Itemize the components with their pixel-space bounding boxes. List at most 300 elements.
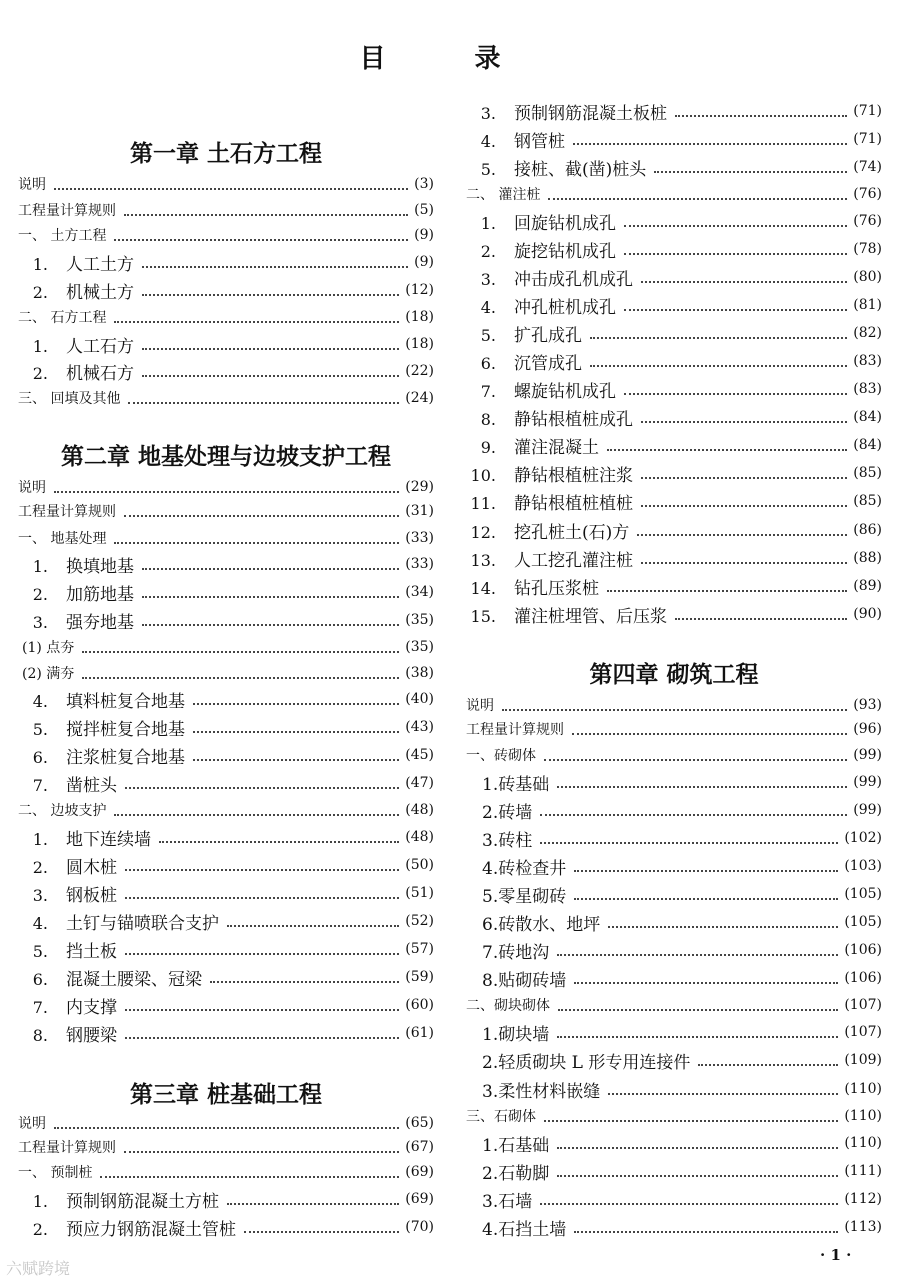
toc-entry[interactable] (466, 266, 882, 288)
dot-leader (590, 365, 847, 367)
toc-entry-page: (33) (405, 556, 434, 572)
toc-entry-label (466, 1159, 553, 1184)
dot-leader (114, 239, 408, 241)
toc-entry-label (466, 293, 620, 318)
toc-entry-page: (111) (844, 1163, 882, 1179)
toc-entry-number: 1. (32, 336, 48, 356)
toc-entry-page: (71) (853, 131, 882, 147)
toc-entry[interactable] (18, 1022, 434, 1044)
toc-entry-label (466, 1106, 540, 1126)
toc-entry-page: (34) (405, 584, 434, 600)
toc-entry[interactable] (466, 575, 882, 597)
toc-entry[interactable] (466, 183, 882, 205)
toc-entry[interactable] (18, 1216, 434, 1238)
toc-entry-title: 静钻根植桩成孔 (514, 409, 633, 430)
toc-entry[interactable] (18, 1188, 434, 1210)
toc-entry-page: (80) (853, 269, 882, 285)
toc-entry-label (18, 359, 138, 384)
toc-entry-title: 混凝土腰梁、冠梁 (66, 969, 202, 990)
toc-entry-label (466, 938, 553, 963)
toc-entry[interactable] (466, 128, 882, 150)
toc-entry-number: 13. (470, 550, 496, 570)
toc-entry-label (466, 1215, 570, 1240)
toc-entry-label (466, 237, 620, 262)
dot-leader (574, 1231, 838, 1233)
toc-entry-title: 二、 石方工程 (18, 310, 107, 326)
toc-entry-label (18, 1215, 240, 1240)
toc-entry[interactable] (466, 1105, 882, 1127)
dot-leader (641, 562, 847, 564)
toc-entry-page: (51) (405, 885, 434, 901)
toc-entry-page: (9) (414, 254, 434, 270)
toc-entry[interactable] (18, 1112, 434, 1134)
toc-entry[interactable] (466, 1021, 882, 1043)
dot-leader (114, 814, 399, 816)
toc-entry-page: (60) (405, 997, 434, 1013)
toc-entry[interactable] (18, 799, 434, 821)
toc-entry[interactable] (18, 966, 434, 988)
toc-entry-page: (78) (853, 241, 882, 257)
toc-entry-title: 5.零星砌砖 (482, 886, 567, 907)
toc-entry-title: 人工挖孔灌注桩 (514, 550, 633, 571)
toc-entry[interactable] (466, 799, 882, 821)
dot-leader (558, 1009, 838, 1011)
toc-entry-page: (3) (414, 176, 434, 192)
toc-entry-page: (52) (405, 913, 434, 929)
toc-entry[interactable] (466, 547, 882, 569)
toc-entry-page: (69) (405, 1191, 434, 1207)
toc-entry-number: 6. (32, 747, 48, 767)
toc-entry-page: (5) (414, 202, 434, 218)
toc-entry[interactable] (466, 744, 882, 766)
dot-leader (210, 981, 399, 983)
toc-entry-page: (59) (405, 969, 434, 985)
toc-entry[interactable] (466, 210, 882, 232)
toc-entry[interactable] (18, 199, 434, 221)
toc-entry-label (466, 1131, 553, 1156)
dot-leader (675, 618, 847, 620)
toc-entry-page: (103) (844, 858, 882, 874)
toc-entry[interactable] (466, 519, 882, 541)
toc-entry-title: 一、砖砌体 (466, 748, 536, 764)
toc-entry-page: (48) (405, 802, 434, 818)
toc-entry-number: 5. (32, 719, 48, 739)
toc-entry[interactable] (466, 378, 882, 400)
toc-entry-title: 说明 (18, 177, 46, 193)
dot-leader (124, 1151, 399, 1153)
toc-entry[interactable] (18, 882, 434, 904)
toc-entry-label (18, 608, 138, 633)
toc-entry-label (466, 461, 637, 486)
toc-entry-number: 6. (480, 353, 496, 373)
toc-entry[interactable] (18, 306, 434, 328)
dot-leader (573, 143, 847, 145)
dot-leader (641, 281, 847, 283)
toc-entry-title: 钢腰梁 (66, 1025, 117, 1046)
toc-entry-number: 3. (32, 612, 48, 632)
toc-entry-label (18, 715, 189, 740)
toc-entry[interactable] (18, 251, 434, 273)
toc-entry-page: (33) (405, 530, 434, 546)
chapter-heading: 第一章 土石方工程 (129, 141, 322, 167)
toc-entry[interactable] (18, 688, 434, 710)
toc-entry-page: (96) (853, 721, 882, 737)
dot-leader (142, 294, 399, 296)
dot-leader (641, 505, 847, 507)
toc-entry[interactable] (18, 279, 434, 301)
toc-entry-title: 静钻根植桩注浆 (514, 465, 633, 486)
toc-entry-page: (89) (853, 578, 882, 594)
toc-entry-label (18, 937, 121, 962)
toc-entry-title: 一、 土方工程 (18, 228, 107, 244)
toc-entry[interactable] (18, 826, 434, 848)
toc-entry[interactable] (18, 994, 434, 1016)
toc-entry-label (18, 278, 138, 303)
toc-entry-title: 预制钢筋混凝土板桩 (514, 103, 667, 124)
toc-entry-page: (84) (853, 437, 882, 453)
toc-entry-page: (84) (853, 409, 882, 425)
toc-entry-number: 5. (480, 325, 496, 345)
toc-entry[interactable] (18, 173, 434, 195)
toc-entry-label (466, 405, 637, 430)
toc-entry-label (466, 489, 637, 514)
toc-entry[interactable] (466, 1216, 882, 1238)
toc-entry[interactable] (466, 156, 882, 178)
toc-entry-label (466, 910, 604, 935)
toc-entry[interactable] (466, 827, 882, 849)
dot-leader (641, 477, 847, 479)
toc-entry-page: (48) (405, 829, 434, 845)
toc-entry-number: 1. (32, 829, 48, 849)
dot-leader (624, 225, 847, 227)
toc-entry[interactable] (466, 1160, 882, 1182)
toc-entry[interactable] (18, 1161, 434, 1183)
toc-entry-page: (90) (853, 606, 882, 622)
toc-entry-label (18, 993, 121, 1018)
dot-leader (574, 982, 838, 984)
toc-entry-label (466, 695, 498, 715)
dot-leader (637, 534, 847, 536)
toc-entry-number: 4. (32, 691, 48, 711)
toc-entry-number: 2. (32, 584, 48, 604)
dot-leader (608, 926, 838, 928)
toc-entry-title: 回旋钻机成孔 (514, 213, 616, 234)
toc-entry-label (466, 1020, 553, 1045)
toc-entry-title: 凿桩头 (66, 775, 117, 796)
toc-entry-number: 7. (32, 997, 48, 1017)
toc-entry-page: (12) (405, 282, 434, 298)
toc-entry-page: (50) (405, 857, 434, 873)
toc-entry-title: 静钻根植桩植桩 (514, 493, 633, 514)
dot-leader (608, 1093, 838, 1095)
toc-entry-number: 8. (32, 1025, 48, 1045)
toc-entry-page: (29) (405, 479, 434, 495)
dot-leader (114, 321, 399, 323)
toc-entry-page: (106) (844, 942, 882, 958)
dot-leader (540, 1203, 838, 1205)
toc-entry-number: 3. (480, 103, 496, 123)
toc-entry-title: 说明 (466, 698, 494, 714)
toc-entry-title: 3.柔性材料嵌缝 (482, 1081, 601, 1102)
toc-entry[interactable] (466, 434, 882, 456)
toc-entry[interactable] (466, 294, 882, 316)
toc-entry-title: 3.砖柱 (482, 830, 533, 851)
toc-entry-title: 加筋地基 (66, 584, 134, 605)
dot-leader (125, 787, 399, 789)
dot-leader (698, 1064, 838, 1066)
toc-entry-title: 1.石基础 (482, 1135, 550, 1156)
toc-entry[interactable] (18, 553, 434, 575)
dot-leader (125, 1009, 399, 1011)
toc-entry-title: 工程量计算规则 (466, 722, 564, 738)
toc-entry[interactable] (18, 854, 434, 876)
toc-entry-page: (35) (405, 639, 434, 655)
toc-entry-page: (99) (853, 774, 882, 790)
toc-entry-page: (57) (405, 941, 434, 957)
toc-entry[interactable] (466, 967, 882, 989)
toc-entry-title: 2.砖墙 (482, 802, 533, 823)
toc-entry[interactable] (18, 387, 434, 409)
toc-entry[interactable] (466, 855, 882, 877)
dot-leader (574, 898, 838, 900)
toc-entry-label (18, 1113, 50, 1133)
toc-entry-page: (38) (405, 665, 434, 681)
toc-entry[interactable] (466, 350, 882, 372)
toc-entry-page: (76) (853, 213, 882, 229)
toc-entry-title: (2) 满夯 (22, 666, 75, 682)
toc-entry-label (18, 881, 121, 906)
toc-entry-page: (18) (405, 336, 434, 352)
toc-entry[interactable] (18, 360, 434, 382)
toc-entry-page: (113) (844, 1219, 882, 1235)
toc-entry-title: 2.石勒脚 (482, 1163, 550, 1184)
dot-leader (100, 1176, 399, 1178)
toc-entry-page: (86) (853, 522, 882, 538)
toc-entry-title: 换填地基 (66, 556, 134, 577)
toc-entry[interactable] (18, 636, 434, 658)
dot-leader (624, 309, 847, 311)
toc-entry-title: 6.砖散水、地坪 (482, 914, 601, 935)
dot-leader (159, 841, 399, 843)
toc-entry-title: 钻孔压浆桩 (514, 578, 599, 599)
toc-entry-page: (107) (844, 997, 882, 1013)
dot-leader (128, 402, 399, 404)
dot-leader (557, 1036, 838, 1038)
toc-entry-page: (24) (405, 390, 434, 406)
toc-entry-page: (107) (844, 1024, 882, 1040)
toc-entry-number: 1. (32, 556, 48, 576)
toc-entry-label (18, 528, 110, 548)
toc-entry[interactable] (466, 603, 882, 625)
toc-entry-label (466, 826, 536, 851)
toc-entry[interactable] (466, 406, 882, 428)
toc-entry-title: 灌注桩埋管、后压浆 (514, 606, 667, 627)
toc-entry-label (466, 433, 603, 458)
toc-entry-label (466, 99, 671, 124)
toc-entry[interactable] (466, 1078, 882, 1100)
toc-entry-number: 7. (480, 381, 496, 401)
toc-entry-label (18, 200, 120, 220)
toc-entry-number: 5. (480, 159, 496, 179)
dot-leader (142, 348, 399, 350)
toc-entry-page: (110) (844, 1108, 882, 1124)
chapter-heading: 第二章 地基处理与边坡支护工程 (60, 444, 391, 470)
toc-entry[interactable] (466, 322, 882, 344)
dot-leader (590, 337, 847, 339)
toc-entry-page: (105) (844, 886, 882, 902)
toc-entry[interactable] (466, 939, 882, 961)
toc-entry[interactable] (18, 716, 434, 738)
toc-entry-number: 1. (32, 1191, 48, 1211)
toc-entry[interactable] (18, 476, 434, 498)
toc-entry[interactable] (466, 883, 882, 905)
toc-entry-title: 地下连续墙 (66, 829, 151, 850)
toc-entry[interactable] (466, 1188, 882, 1210)
toc-entry-page: (112) (844, 1191, 882, 1207)
toc-entry[interactable] (466, 911, 882, 933)
toc-entry[interactable] (18, 581, 434, 603)
toc-entry-title: 二、 灌注桩 (466, 187, 541, 203)
toc-entry-title: 土钉与锚喷联合支护 (66, 913, 219, 934)
toc-entry-title: 三、 回填及其他 (18, 391, 121, 407)
toc-entry-title: 4.砖检查井 (482, 858, 567, 879)
toc-entry-title: 工程量计算规则 (18, 504, 116, 520)
dot-leader (125, 869, 399, 871)
toc-entry-title: 工程量计算规则 (18, 203, 116, 219)
toc-entry-page: (61) (405, 1025, 434, 1041)
toc-entry-label (18, 332, 138, 357)
toc-entry-number: 15. (470, 606, 496, 626)
toc-entry-page: (70) (405, 1219, 434, 1235)
toc-entry-page: (67) (405, 1139, 434, 1155)
toc-entry-number: 12. (470, 522, 496, 542)
toc-entry-label (466, 265, 637, 290)
dot-leader (125, 953, 399, 955)
toc-entry-title: 内支撑 (66, 997, 117, 1018)
toc-entry[interactable] (18, 910, 434, 932)
watermark: 六赋跨境 (6, 1259, 71, 1278)
dot-leader (624, 393, 847, 395)
toc-entry[interactable] (18, 500, 434, 522)
dot-leader (675, 115, 847, 117)
toc-entry-title: 挡土板 (66, 941, 117, 962)
toc-entry[interactable] (18, 772, 434, 794)
dot-leader (124, 515, 399, 517)
toc-entry-title: 说明 (18, 480, 46, 496)
toc-entry-label (466, 966, 570, 991)
toc-entry[interactable] (466, 462, 882, 484)
toc-entry[interactable] (466, 238, 882, 260)
toc-entry-title: 旋挖钻机成孔 (514, 241, 616, 262)
toc-entry-number: 4. (32, 913, 48, 933)
dot-leader (142, 596, 399, 598)
toc-entry-number: 4. (480, 297, 496, 317)
toc-entry[interactable] (466, 994, 882, 1016)
toc-entry-title: 二、砌块砌体 (466, 998, 550, 1014)
chapter-heading: 第四章 砌筑工程 (589, 662, 759, 688)
dot-leader (548, 198, 847, 200)
toc-entry-number: 3. (32, 885, 48, 905)
dot-leader (544, 1120, 838, 1122)
toc-entry-page: (76) (853, 186, 882, 202)
toc-entry[interactable] (466, 490, 882, 512)
toc-entry-title: 1.砌块墙 (482, 1024, 550, 1045)
toc-entry-number: 4. (480, 131, 496, 151)
toc-entry-title: 4.石挡土墙 (482, 1219, 567, 1240)
chapter-heading: 第三章 桩基础工程 (129, 1082, 322, 1108)
toc-entry[interactable] (466, 1132, 882, 1154)
toc-entry-number: 7. (32, 775, 48, 795)
toc-entry-label (18, 1137, 120, 1157)
toc-entry-number: 10. (470, 465, 496, 485)
toc-entry[interactable] (18, 527, 434, 549)
toc-entry-page: (110) (844, 1081, 882, 1097)
toc-entry-label (466, 854, 570, 879)
toc-entry-label (466, 1077, 604, 1102)
toc-entry[interactable] (18, 1136, 434, 1158)
toc-entry[interactable] (18, 333, 434, 355)
dot-leader (641, 421, 847, 423)
toc-entry-label (18, 743, 189, 768)
toc-entry-number: 11. (470, 493, 496, 513)
toc-entry-label (18, 909, 223, 934)
toc-entry-page: (31) (405, 503, 434, 519)
toc-entry-label (466, 1048, 694, 1073)
toc-entry-page: (93) (853, 697, 882, 713)
dot-leader (557, 954, 838, 956)
toc-entry[interactable] (466, 100, 882, 122)
toc-entry[interactable] (18, 744, 434, 766)
dot-leader (244, 1231, 399, 1233)
toc-entry-page: (85) (853, 465, 882, 481)
toc-entry-page: (18) (405, 309, 434, 325)
toc-entry[interactable] (18, 609, 434, 631)
toc-entry[interactable] (466, 694, 882, 716)
dot-leader (125, 1037, 399, 1039)
toc-entry[interactable] (18, 224, 434, 246)
toc-entry[interactable] (18, 938, 434, 960)
dot-leader (557, 1175, 838, 1177)
toc-entry-title: 3.石墙 (482, 1191, 533, 1212)
toc-entry-page: (105) (844, 914, 882, 930)
toc-entry[interactable] (18, 662, 434, 684)
toc-entry[interactable] (466, 771, 882, 793)
toc-entry[interactable] (466, 718, 882, 740)
toc-entry-page: (45) (405, 747, 434, 763)
toc-entry-page: (99) (853, 802, 882, 818)
dot-leader (607, 449, 847, 451)
dot-leader (193, 703, 399, 705)
toc-entry-page: (82) (853, 325, 882, 341)
toc-entry-page: (81) (853, 297, 882, 313)
dot-leader (142, 568, 399, 570)
toc-entry-number: 14. (470, 578, 496, 598)
dot-leader (227, 1203, 399, 1205)
toc-entry-title: 1.砖基础 (482, 774, 550, 795)
toc-entry[interactable] (466, 1049, 882, 1071)
toc-entry-title: 一、 预制桩 (18, 1165, 93, 1181)
toc-entry-page: (109) (844, 1052, 882, 1068)
toc-entry-number: 6. (32, 969, 48, 989)
toc-entry-label (18, 853, 121, 878)
toc-entry-label (466, 184, 544, 204)
toc-entry-page: (35) (405, 612, 434, 628)
toc-entry-page: (99) (853, 747, 882, 763)
toc-entry-page: (65) (405, 1115, 434, 1131)
toc-entry-label (466, 995, 554, 1015)
toc-entry-label (466, 155, 650, 180)
toc-entry-title: 机械石方 (66, 363, 134, 384)
